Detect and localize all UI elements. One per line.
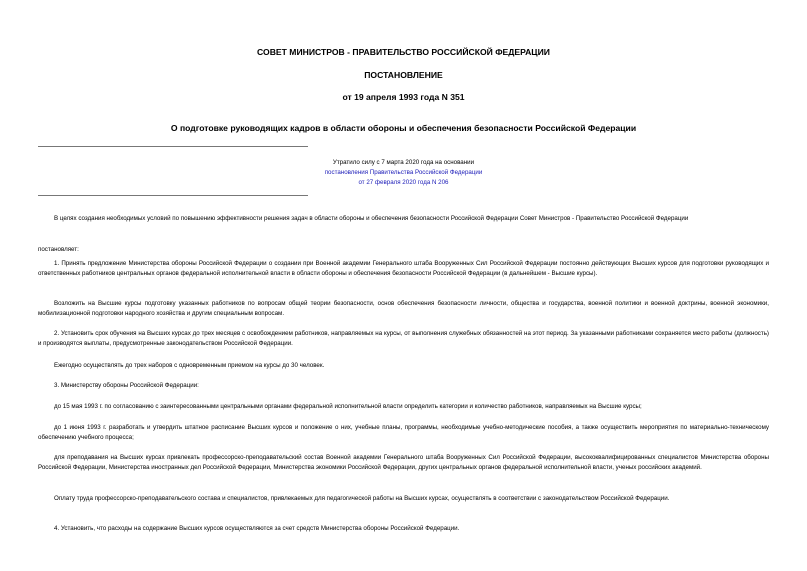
preamble-paragraph: В целях создания необходимых условий по повышению эффективности решения задач в области обороны и обеспечения безопасности Российской Федерации Совет Министров - Правительство Российской Федерации xyxy=(54,215,689,222)
paragraph-4: 4. Установить, что расходы на содержание Высших курсов осуществляются за счет средств Министерства обороны Российской Федерации. xyxy=(54,525,460,532)
status-note-text: Утратило силу с 7 марта 2020 года на основании xyxy=(332,159,475,166)
paragraph-3: 3. Министерству обороны Российской Федерации: xyxy=(54,382,199,389)
status-note-link-date[interactable]: от 27 февраля 2020 года N 206 xyxy=(358,179,449,186)
document-title: О подготовке руководящих кадров в области обороны и обеспечения безопасности Российской Федерации xyxy=(170,123,637,133)
status-note-link-decree[interactable]: постановления Правительства Российской Федерации xyxy=(324,169,483,176)
paragraph-1: 1. Принять предложение Министерства обороны Российской Федерации о создании при Военной академии Генерального штаба Вооруженных Сил Российской Федерации постоянно действующих Высших курсов для подготовки руководящих и ответственных работников центральных органов федеральной исполнительной власти в области обороны и обеспечения безопасности Российской Федерации (в дальнейшем - Высшие курсы). xyxy=(38,260,769,277)
paragraph-2-continuation: Ежегодно осуществлять до трех наборов с одновременным приемом на курсы до 30 человек. xyxy=(54,362,325,369)
paragraph-2: 2. Установить срок обучения на Высших курсах до трех месяцев с освобождением работников, направляемых на курсы, от выполнения служебных обязанностей на этот период. За указанными работниками сохраняется место работы (должность) и производятся выплаты, предусмотренные законодательством Российской Федерации. xyxy=(38,330,769,347)
divider-top xyxy=(38,146,308,147)
document-date-number: от 19 апреля 1993 года N 351 xyxy=(342,92,465,102)
paragraph-1-continuation: Возложить на Высшие курсы подготовку указанных работников по вопросам общей теории безопасности, основ обеспечения безопасности личности, общества и государства, военной политики и военной доктрины, военной экономики, мобилизационной подготовки народного хозяйства и другим специальным вопросам. xyxy=(38,300,769,317)
document-type: ПОСТАНОВЛЕНИЕ xyxy=(364,70,443,80)
divider-bottom xyxy=(38,195,308,196)
paragraph-3d: Оплату труда профессорско-преподавательского состава и специалистов, привлекаемых для педагогической работы на Высших курсах, осуществлять в соответствии с законодательством Российской Федерации. xyxy=(54,495,670,502)
paragraph-3c: для преподавания на Высших курсах привлекать профессорско-преподавательский состав Военной академии Генерального штаба Вооруженных Сил Российской Федерации, высококвалифицированных специалистов Министерства обороны Российской Федерации, Министерства иностранных дел Российской Федерации, Министерства экономики Российской Федерации, других центральных органов федеральной исполнительной власти, ученых российских академий. xyxy=(38,454,769,471)
paragraph-3b: до 1 июня 1993 г. разработать и утвердить штатное расписание Высших курсов и положение о них, учебные планы, программы, необходимые учебно-методические пособия, а также осуществить мероприятия по материально-техническому обеспечению учебного процесса; xyxy=(38,424,769,441)
paragraph-3a: до 15 мая 1993 г. по согласованию с заинтересованными центральными органами федеральной исполнительной власти определить категории и количество работников, направляемых на Высшие курсы; xyxy=(54,403,642,410)
issuing-authority: СОВЕТ МИНИСТРОВ - ПРАВИТЕЛЬСТВО РОССИЙСКОЙ ФЕДЕРАЦИИ xyxy=(257,47,550,57)
decides-paragraph: постановляет: xyxy=(38,246,79,253)
